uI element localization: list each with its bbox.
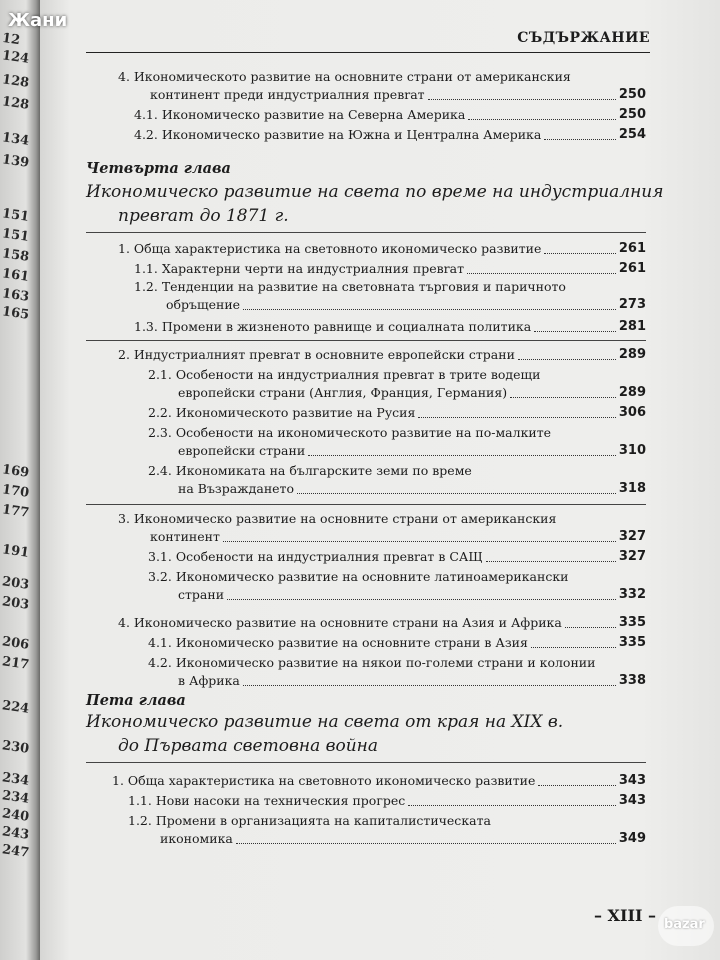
toc-entry [148, 634, 646, 652]
toc-entry-text: 3.1. Особености на индустриалния превrат в САЩ [148, 549, 483, 564]
toc-entry-text: 2.3. Особености на икономическото развитие на по-малките [148, 425, 552, 440]
leader-dots [227, 599, 616, 600]
toc-entry-text: 4.2. Икономическо развитие на Южна и Централна Америка [134, 127, 542, 142]
leader-dots [467, 273, 616, 274]
page-number: 335 [618, 615, 646, 630]
page-number: 261 [618, 241, 646, 256]
toc-entry-text: 2.1. Особености на индустриалния превrат в трите водещи [148, 367, 541, 382]
spine-number: 234 [1, 788, 31, 807]
toc-entry-text: 2.2. Икономическото развитие на Русия [148, 405, 416, 420]
spine-number: 12 [1, 30, 22, 49]
leader-dots [418, 417, 615, 418]
leader-dots [518, 359, 616, 360]
spine-number: 234 [1, 770, 31, 789]
page-number: 254 [618, 127, 646, 142]
spine-number: 163 [1, 286, 31, 305]
toc-entry [148, 366, 646, 402]
spine-number: 247 [1, 842, 31, 861]
leader-dots [297, 493, 616, 494]
site-logo-text: bazar [664, 917, 705, 932]
toc-entry [148, 568, 646, 604]
toc-entry [118, 346, 646, 364]
toc-entry [148, 548, 646, 566]
leader-dots [544, 139, 616, 140]
chapter-title-line: Икономическо развитие на света по време на индустриалния [86, 182, 664, 202]
toc-entry [112, 772, 646, 790]
leader-dots [223, 541, 616, 542]
spine-number: 161 [1, 266, 31, 285]
toc-entry [118, 614, 646, 632]
toc-entry [118, 240, 646, 258]
toc-entry-text: 2.4. Икономиката на българските земи по време [148, 463, 472, 478]
leader-dots [534, 331, 616, 332]
spine-number: 128 [1, 72, 31, 91]
page-number: 250 [618, 107, 646, 122]
chapter-title-line: до Първата световна война [118, 736, 379, 756]
leader-dots [308, 455, 616, 456]
section-rule [86, 232, 646, 233]
spine-number: 203 [1, 594, 31, 613]
spine-number: 206 [1, 634, 31, 653]
spine-number: 134 [1, 130, 31, 149]
toc-entry-text: европейски страни [178, 443, 306, 458]
toc-entry-text: 1.3. Промени в жизненото равнище и социалната политика [134, 319, 532, 334]
page-number: 318 [618, 481, 646, 496]
spine-number: 191 [1, 542, 31, 561]
leader-dots [236, 843, 616, 844]
toc-entry [134, 126, 646, 144]
page-number: 332 [618, 587, 646, 602]
spine-number: 139 [1, 152, 31, 171]
toc-entry [148, 424, 646, 460]
spine-number: 151 [1, 206, 31, 225]
toc-entry-text: 3.2. Икономическо развитие на основните латиноамерикански [148, 569, 569, 584]
leader-dots [565, 627, 616, 628]
toc-entry-text: страни [178, 587, 225, 602]
chapter-title [86, 710, 563, 758]
toc-entry-text: 4. Икономическото развитие на основните страни от американския [118, 69, 571, 84]
spine-number: 169 [1, 462, 31, 481]
toc-entry [148, 462, 646, 498]
toc-entry [134, 260, 646, 278]
leader-dots [468, 119, 616, 120]
leader-dots [486, 561, 616, 562]
site-logo [658, 906, 714, 946]
header-rule [86, 52, 650, 53]
toc-entry-text: 3. Икономическо развитие на основните страни от американския [118, 511, 557, 526]
spine-number: 124 [1, 48, 31, 67]
spine-number: 224 [1, 698, 31, 717]
toc-entry-text: 1.2. Тенденции на развитие на световната търговия и паричното [134, 279, 566, 294]
chapter-title [86, 180, 664, 228]
page-number: 349 [618, 831, 646, 846]
toc-entry-text: 1.1. Нови насоки на техническия прогрес [128, 793, 406, 808]
spine-number: 230 [1, 738, 31, 757]
watermark-text: Жани [8, 10, 68, 31]
toc-entry-text: в Африка [178, 673, 240, 688]
spine-number: 128 [1, 94, 31, 113]
toc-entry-text: на Възраждането [178, 481, 294, 496]
chapter-title-line: превrат до 1871 г. [118, 206, 289, 226]
leader-dots [243, 685, 616, 686]
toc-entry-text: обръщение [166, 297, 241, 312]
toc-entry-text: 1. Обща характеристика на световното икономическо развитие [112, 773, 536, 788]
toc-entry-text: 1.1. Характерни черти на индустриалния превrат [134, 261, 465, 276]
leader-dots [531, 647, 616, 648]
toc-entry-text: 1. Обща характеристика на световното икономическо развитие [118, 241, 542, 256]
running-head: СЪДЪРЖАНИЕ [517, 30, 650, 46]
leader-dots [510, 397, 616, 398]
toc-entry-text: 4.2. Икономическо развитие на някои по-големи страни и колонии [148, 655, 596, 670]
spine-number: 177 [1, 502, 31, 521]
toc-entry [134, 278, 646, 314]
toc-entry-text: 4.1. Икономическо развитие на Северна Америка [134, 107, 466, 122]
page-number: 335 [618, 635, 646, 650]
spine-number: 158 [1, 246, 31, 265]
toc-entry-text: 4. Икономическо развитие на основните страни на Азия и Африка [118, 615, 562, 630]
page-number: 338 [618, 673, 646, 688]
section-rule [86, 762, 646, 763]
toc-entry [118, 510, 646, 546]
page-number: 343 [618, 773, 646, 788]
spine-number: 165 [1, 304, 31, 323]
toc-entry-text: икономика [160, 831, 233, 846]
toc-entry-text: европейски страни (Англия, Франция, Германия) [178, 385, 508, 400]
section-rule [86, 340, 646, 341]
toc-entry [118, 68, 646, 104]
toc-entry [134, 106, 646, 124]
spine-number: 240 [1, 806, 31, 825]
toc-entry [134, 318, 646, 336]
leader-dots [408, 805, 616, 806]
page-number: 327 [618, 549, 646, 564]
toc-entry-text: 1.2. Промени в организацията на капиталистическата [128, 813, 491, 828]
spine-number: 203 [1, 574, 31, 593]
leader-dots [243, 309, 616, 310]
section-rule [86, 504, 646, 505]
spine-number: 243 [1, 824, 31, 843]
toc-entry [148, 404, 646, 422]
toc-entry-text: 2. Индустриалният превrат в основните европейски страни [118, 347, 515, 362]
leader-dots [538, 785, 615, 786]
page-number: 281 [618, 319, 646, 334]
page-number: 289 [618, 385, 646, 400]
chapter-label: Пета глава [86, 692, 186, 709]
page-number: 289 [618, 347, 646, 362]
toc-entry-text: континент [150, 529, 220, 544]
toc-entry-text: континент преди индустриалния превrат [150, 87, 425, 102]
spine-number: 217 [1, 654, 31, 673]
toc-entry-text: 4.1. Икономическо развитие на основните страни в Азия [148, 635, 528, 650]
page-number: 261 [618, 261, 646, 276]
page-number: 343 [618, 793, 646, 808]
toc-entry [148, 654, 646, 690]
spine-number: 151 [1, 226, 31, 245]
toc-entry [128, 812, 646, 848]
chapter-title-line: Икономическо развитие на света от края на XIX в. [86, 712, 564, 732]
leader-dots [544, 253, 615, 254]
page-number: 310 [618, 443, 646, 458]
page-number: 306 [618, 405, 646, 420]
page-number: 273 [618, 297, 646, 312]
chapter-label: Четвърта глава [86, 160, 231, 177]
page-number: 327 [618, 529, 646, 544]
page-footer: – XIII – [593, 906, 656, 925]
toc-entry [128, 792, 646, 810]
page-number: 250 [618, 87, 646, 102]
spine-number: 170 [1, 482, 31, 501]
leader-dots [428, 99, 616, 100]
